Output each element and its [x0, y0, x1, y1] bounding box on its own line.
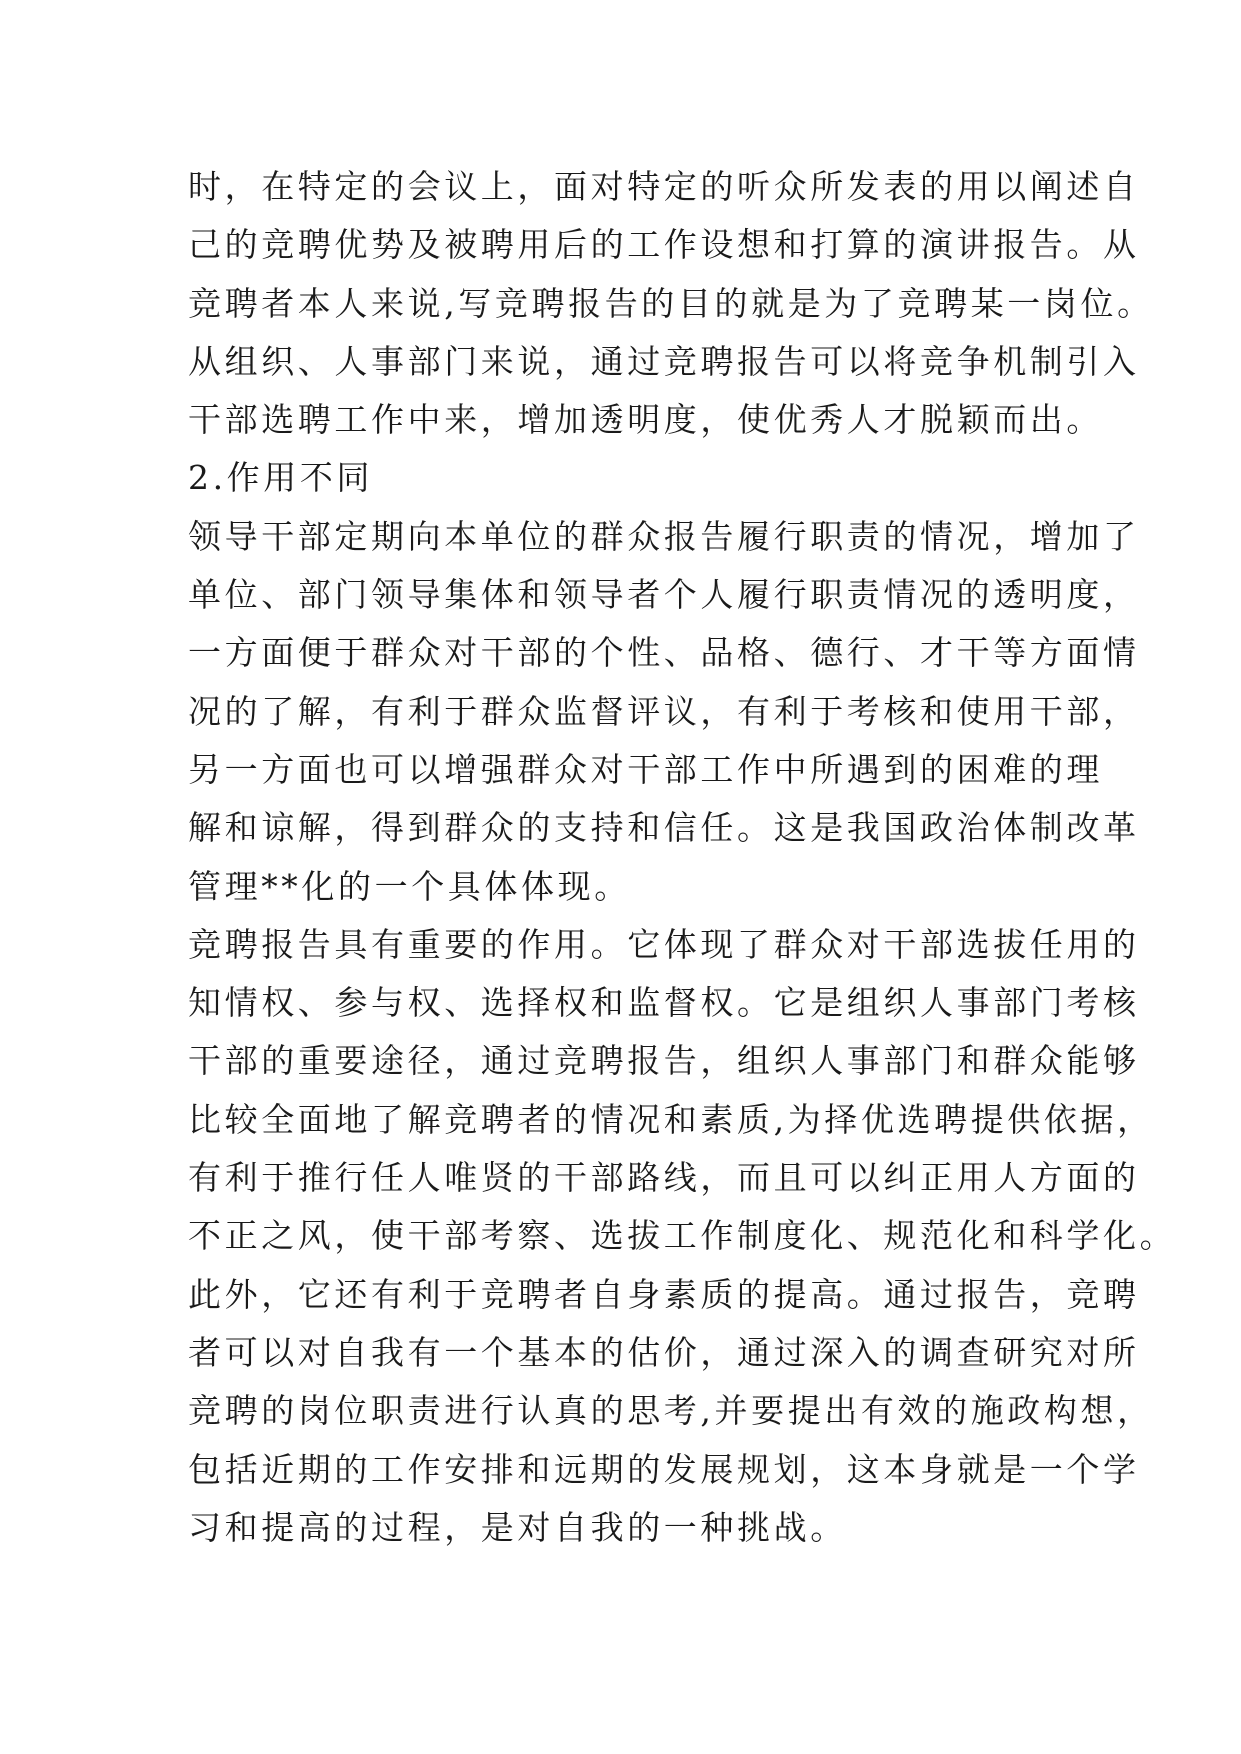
text-line-15: 知情权、参与权、选择权和监督权。它是组织人事部门考核: [188, 983, 1140, 1023]
text-line-9: 一方面便于群众对干部的个性、品格、德行、才干等方面情: [188, 633, 1140, 673]
text-line-16: 干部的重要途径，通过竞聘报告，组织人事部门和群众能够: [188, 1041, 1140, 1081]
text-line-4: 从组织、人事部门来说，通过竞聘报告可以将竞争机制引入: [188, 341, 1140, 381]
text-line-14: 竞聘报告具有重要的作用。它体现了群众对干部选拔任用的: [188, 924, 1140, 964]
section-heading: 2.作用不同: [188, 458, 374, 498]
text-line-7: 领导干部定期向本单位的群众报告履行职责的情况，增加了: [188, 516, 1140, 556]
document-body: [188, 158, 1177, 1557]
text-line-5: 干部选聘工作中来，增加透明度，使优秀人才脱颖而出。: [188, 400, 1103, 440]
text-line-3: 竞聘者本人来说,写竞聘报告的目的就是为了竞聘某一岗位。: [188, 283, 1154, 323]
text-line-24: 习和提高的过程，是对自我的一种挑战。: [188, 1507, 847, 1547]
text-line-23: 包括近期的工作安排和远期的发展规划，这本身就是一个学: [188, 1449, 1140, 1489]
text-line-2: 己的竞聘优势及被聘用后的工作设想和打算的演讲报告。从: [188, 225, 1140, 265]
text-line-21: 者可以对自我有一个基本的估价，通过深入的调查研究对所: [188, 1332, 1140, 1372]
text-line-18: 有利于推行任人唯贤的干部路线，而且可以纠正用人方面的: [188, 1158, 1140, 1198]
text-line-11: 另一方面也可以增强群众对干部工作中所遇到的困难的理: [188, 749, 1103, 789]
text-line-22: 竞聘的岗位职责进行认真的思考,并要提出有效的施政构想，: [188, 1391, 1154, 1431]
text-line-8: 单位、部门领导集体和领导者个人履行职责情况的透明度，: [188, 575, 1140, 615]
text-line-17: 比较全面地了解竞聘者的情况和素质,为择优选聘提供依据，: [188, 1099, 1154, 1139]
text-line-13: 管理**化的一个具体体现。: [188, 866, 631, 906]
text-line-19: 不正之风，使干部考察、选拔工作制度化、规范化和科学化。: [188, 1216, 1177, 1256]
text-line-10: 况的了解，有利于群众监督评议，有利于考核和使用干部，: [188, 691, 1140, 731]
text-line-20: 此外，它还有利于竞聘者自身素质的提高。通过报告，竞聘: [188, 1274, 1140, 1314]
text-line-1: 时，在特定的会议上，面对特定的听众所发表的用以阐述自: [188, 167, 1140, 206]
text-line-12: 解和谅解，得到群众的支持和信任。这是我国政治体制改革: [188, 808, 1140, 848]
